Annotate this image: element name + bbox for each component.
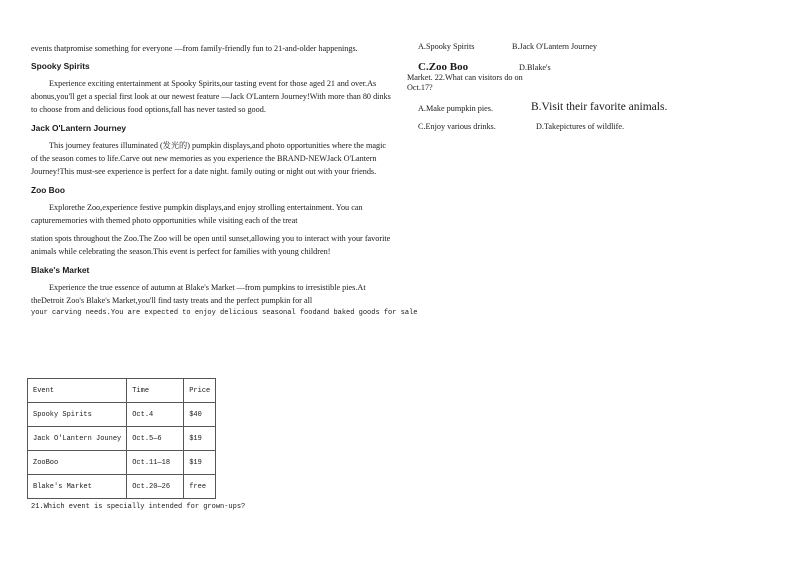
table-row [28, 475, 216, 499]
heading-blakes-market: Blake's Market [31, 265, 90, 275]
table-row [28, 451, 216, 475]
cell-price: free [184, 475, 216, 499]
heading-zoo-boo: Zoo Boo [31, 185, 65, 195]
q22-option-a: A.Make pumpkin pies. [418, 104, 494, 113]
q21-option-a: A.Spooky Spirits [418, 42, 475, 51]
spooky-spirits-body: Experience exciting entertainment at Spooky Spirits,our tasting event for those aged 21 and over.As abonus,you'll get a special first look at our newest feature —Jack O'Lantern Journey!With more than 80 dinks to choose from and delicious food options,fall has never tasted so good. [31, 79, 391, 114]
table-header-row [28, 379, 216, 403]
zoo-boo-body-1: Explorethe Zoo,experience festive pumpkin displays,and enjoy strolling entertainment. You can capturememories with themed photo opportunities while visiting each of the treat [31, 203, 363, 225]
header-event: Event [28, 379, 127, 403]
table-row [28, 427, 216, 451]
cell-event: Spooky Spirits [28, 403, 127, 427]
zoo-boo-body-2: station spots throughout the Zoo.The Zoo will be open until sunset,allowing you to interact with your favorite animals while celebrating the season.This event is perfect for families with young children! [31, 234, 391, 256]
cell-time: Oct.20—26 [127, 475, 184, 499]
question-21: 21.Which event is specially intended for grown-ups? [31, 503, 246, 511]
cell-event: Jack O'Lantern Jouney [28, 427, 127, 451]
table-row [28, 403, 216, 427]
q21-option-d: D.Blake's [519, 63, 551, 72]
q21-option-b: B.Jack O'Lantern Journey [512, 42, 597, 51]
question-22-line-2: Oct.17? [407, 83, 433, 92]
cell-price: $40 [184, 403, 216, 427]
cell-time: Oct.5—6 [127, 427, 184, 451]
heading-spooky-spirits: Spooky Spirits [31, 61, 90, 71]
q21-option-c: C.Zoo Boo [418, 61, 469, 73]
events-table [27, 378, 216, 499]
q22-option-b: B.Visit their favorite animals. [531, 101, 668, 113]
q22-option-d: D.Takepictures of wildlife. [536, 122, 625, 131]
heading-jack-olantern: Jack O'Lantern Journey [31, 123, 127, 133]
cell-time: Oct.11—18 [127, 451, 184, 475]
article-column [31, 42, 418, 320]
header-price: Price [184, 379, 216, 403]
cell-event: ZooBoo [28, 451, 127, 475]
question-22-line-1: Market. 22.What can visitors do on [407, 73, 523, 82]
cell-price: $19 [184, 427, 216, 451]
cell-event: Blake's Market [28, 475, 127, 499]
intro-paragraph: events thatpromise something for everyone —from family-friendly fun to 21-and-older happenings. [31, 44, 358, 53]
jack-olantern-body: This journey features illuminated (发光的) pumpkin displays,and photo opportunities where the magic of the season comes to life.Carve out new memories as you experience the BRAND-NEWJack O'Lantern Journey!This must-see experience is perfect for a date night. family outing or night out with your friends. [31, 141, 386, 176]
blakes-market-body: Experience the true essence of autumn at Blake's Market —from pumpkins to irresistible pies.At theDetroit Zoo's Blake's Market,you'll find tasty treats and the perfect pumpkin for all [31, 283, 366, 305]
header-time: Time [127, 379, 184, 403]
q22-option-c: C.Enjoy various drinks. [418, 122, 496, 131]
cell-time: Oct.4 [127, 403, 184, 427]
blakes-market-body-mono: your carving needs.You are expected to enjoy delicious seasonal foodand baked goods for sale [31, 309, 418, 317]
cell-price: $19 [184, 451, 216, 475]
